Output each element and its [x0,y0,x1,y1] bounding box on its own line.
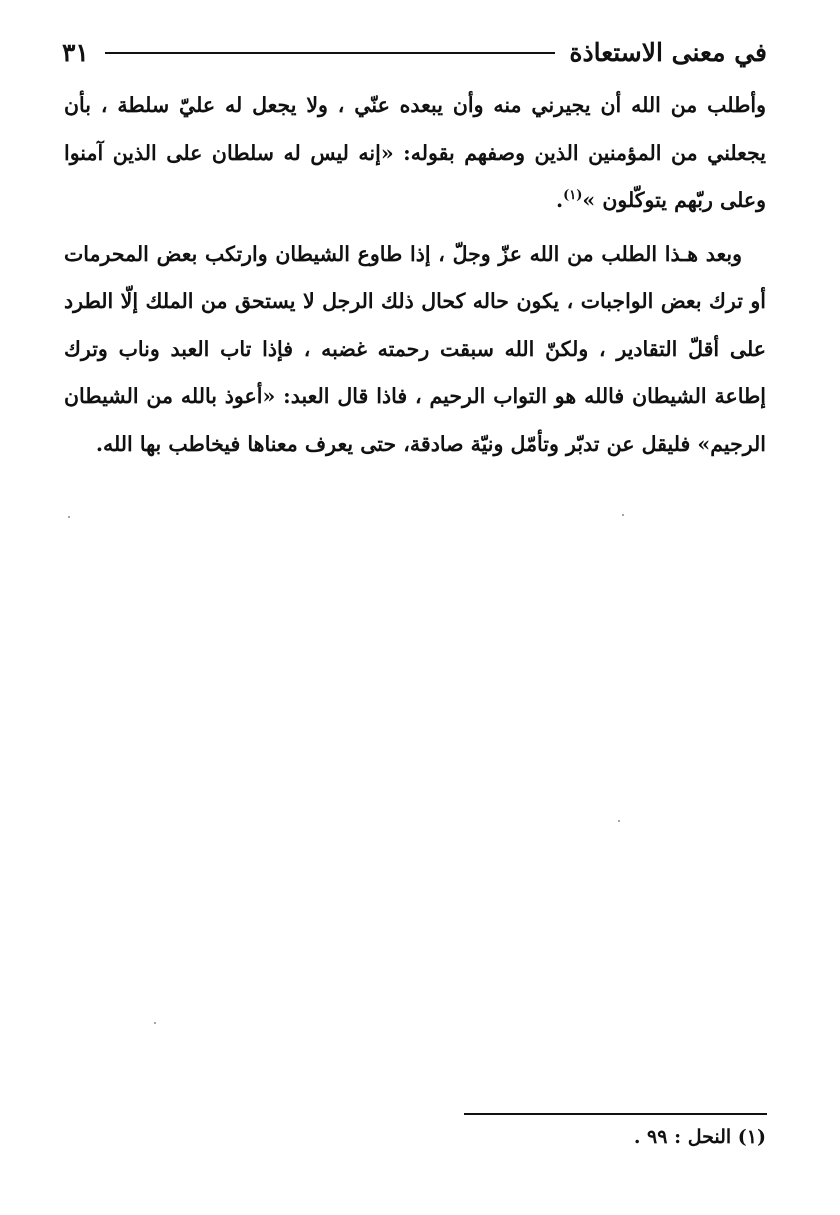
main-text [64,82,766,468]
scan-speck [154,1022,156,1024]
paragraph-1-text: وأطلب من الله أن يجيرني منه وأن يبعده عنّي ، ولا يجعل له عليّ سلطة ، بأن يجعلني من المؤمنين الذين وصفهم بقوله: «إنه ليس له سلطان على الذين آمنوا وعلى ربّهم يتوكّلون » [64,93,766,212]
scan-speck [622,514,624,516]
header-rule [105,52,556,54]
footnote-rule [464,1113,767,1115]
running-title: في معنى الاستعاذة [569,37,767,67]
paragraph-2 [64,231,766,469]
page-number: ٣١ [62,37,89,67]
scan-speck [618,820,620,822]
footnote: (١) النحل : ٩٩ . [633,1126,766,1148]
paragraph-2-text: وبعد هـذا الطلب من الله عزّ وجلّ ، إذا طاوع الشيطان وارتكب بعض المحرمات أو ترك بعض الواجبات ، يكون حاله كحال ذلك الرجل لا يستحق من الملك إلّا الطرد على أقلّ التقادير ، ولكنّ الله سبقت رحمته غضبه ، فإذا تاب العبد وناب وترك إطاعة الشيطان فالله هو التواب الرحيم ، فاذا قال العبد: «أعوذ بالله من الشيطان الرجيم» فليقل عن تدبّر وتأمّل ونيّة صادقة، حتى يعرف معناها فيخاطب بها الله. [64,241,766,456]
scan-speck [68,516,70,518]
footnote-reference: (١) [563,188,583,204]
page-header [62,30,767,74]
paragraph-1-end: . [555,188,564,212]
paragraph-1 [64,82,766,225]
